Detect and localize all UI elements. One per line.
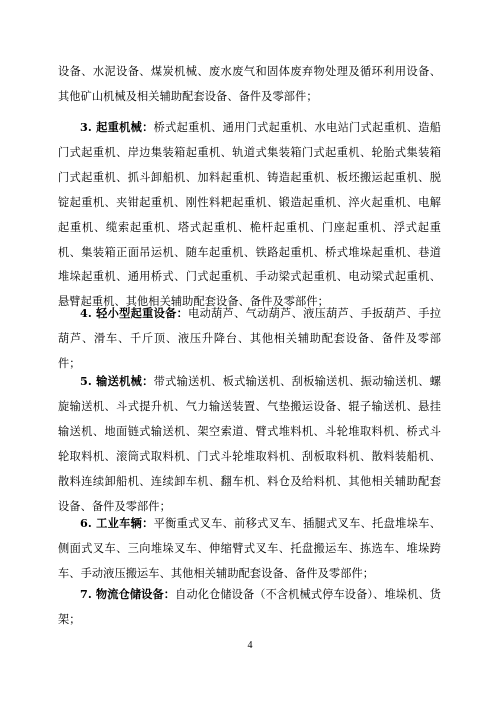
paragraph-light-lifting-equipment bbox=[58, 301, 441, 377]
paragraph-body: 电动葫芦、气动葫芦、液压葫芦、手扳葫芦、手拉葫芦、滑车、千斤顶、液压升降台、其他相关辅助配套设备、备件及零部件； bbox=[58, 307, 441, 370]
section-heading: 4. 轻小型起重设备： bbox=[80, 306, 189, 320]
paragraph-lifting-machinery bbox=[58, 115, 441, 315]
section-heading: 5. 输送机械： bbox=[80, 374, 154, 388]
section-logistics-storage bbox=[58, 582, 441, 633]
section-heading: 7. 物流仓储设备： bbox=[80, 587, 176, 601]
paragraph-body: 带式输送机、板式输送机、刮板输送机、振动输送机、螺旋输送机、斗式提升机、气力输送装置、气垫搬运设备、辊子输送机、悬挂输送机、地面链式输送机、架空索道、臂式堆料机、斗轮堆取料机、桥式斗轮取料机、滚筒式取料机、门式斗轮堆取料机、刮板取料机、散料装船机、散料连续卸船机、连续卸车机、翻车机、料仓及给料机、其他相关辅助配套设备、备件及零部件； bbox=[58, 375, 441, 513]
paragraph-mining-continuation bbox=[58, 60, 441, 110]
section-light-lifting-equipment bbox=[58, 301, 441, 377]
paragraph-conveying-machinery bbox=[58, 369, 441, 519]
section-industrial-vehicles bbox=[58, 511, 441, 587]
paragraph-industrial-vehicles bbox=[58, 511, 441, 587]
section-heading: 6. 工业车辆： bbox=[80, 516, 154, 530]
paragraph-body: 自动化仓储设备（不含机械式停车设备）、堆垛机、货架； bbox=[58, 588, 441, 626]
section-heading: 3. 起重机械： bbox=[80, 120, 154, 134]
body-text bbox=[58, 60, 441, 110]
paragraph-body: 平衡重式叉车、前移式叉车、插腿式叉车、托盘堆垛车、侧面式叉车、三向堆垛叉车、伸缩臂式叉车、托盘搬运车、拣选车、堆垛跨车、手动液压搬运车、其他相关辅助配套设备、备件及零部件； bbox=[58, 517, 441, 580]
section-lifting-machinery bbox=[58, 115, 441, 315]
paragraph-logistics-storage bbox=[58, 582, 441, 633]
paragraph-body: 设备、水泥设备、煤炭机械、废水废气和固体废弃物处理及循环利用设备、其他矿山机械及相关辅助配套设备、备件及零部件； bbox=[58, 65, 441, 103]
paragraph-body: 桥式起重机、通用门式起重机、水电站门式起重机、造船门式起重机、岸边集装箱起重机、轨道式集装箱门式起重机、轮胎式集装箱门式起重机、抓斗卸船机、加料起重机、铸造起重机、板坯搬运起重机、脱锭起重机、夹钳起重机、刚性料耙起重机、锻造起重机、淬火起重机、电解起重机、缆索起重机、塔式起重机、桅杆起重机、门座起重机、浮式起重机、集装箱正面吊运机、随车起重机、铁路起重机、桥式堆垛起重机、巷道堆垛起重机、通用桥式、门式起重机、手动梁式起重机、电动梁式起重机、悬臂起重机、其他相关辅助配套设备、备件及零部件； bbox=[58, 121, 441, 309]
section-conveying-machinery bbox=[58, 369, 441, 519]
page-number: 4 bbox=[247, 640, 253, 651]
